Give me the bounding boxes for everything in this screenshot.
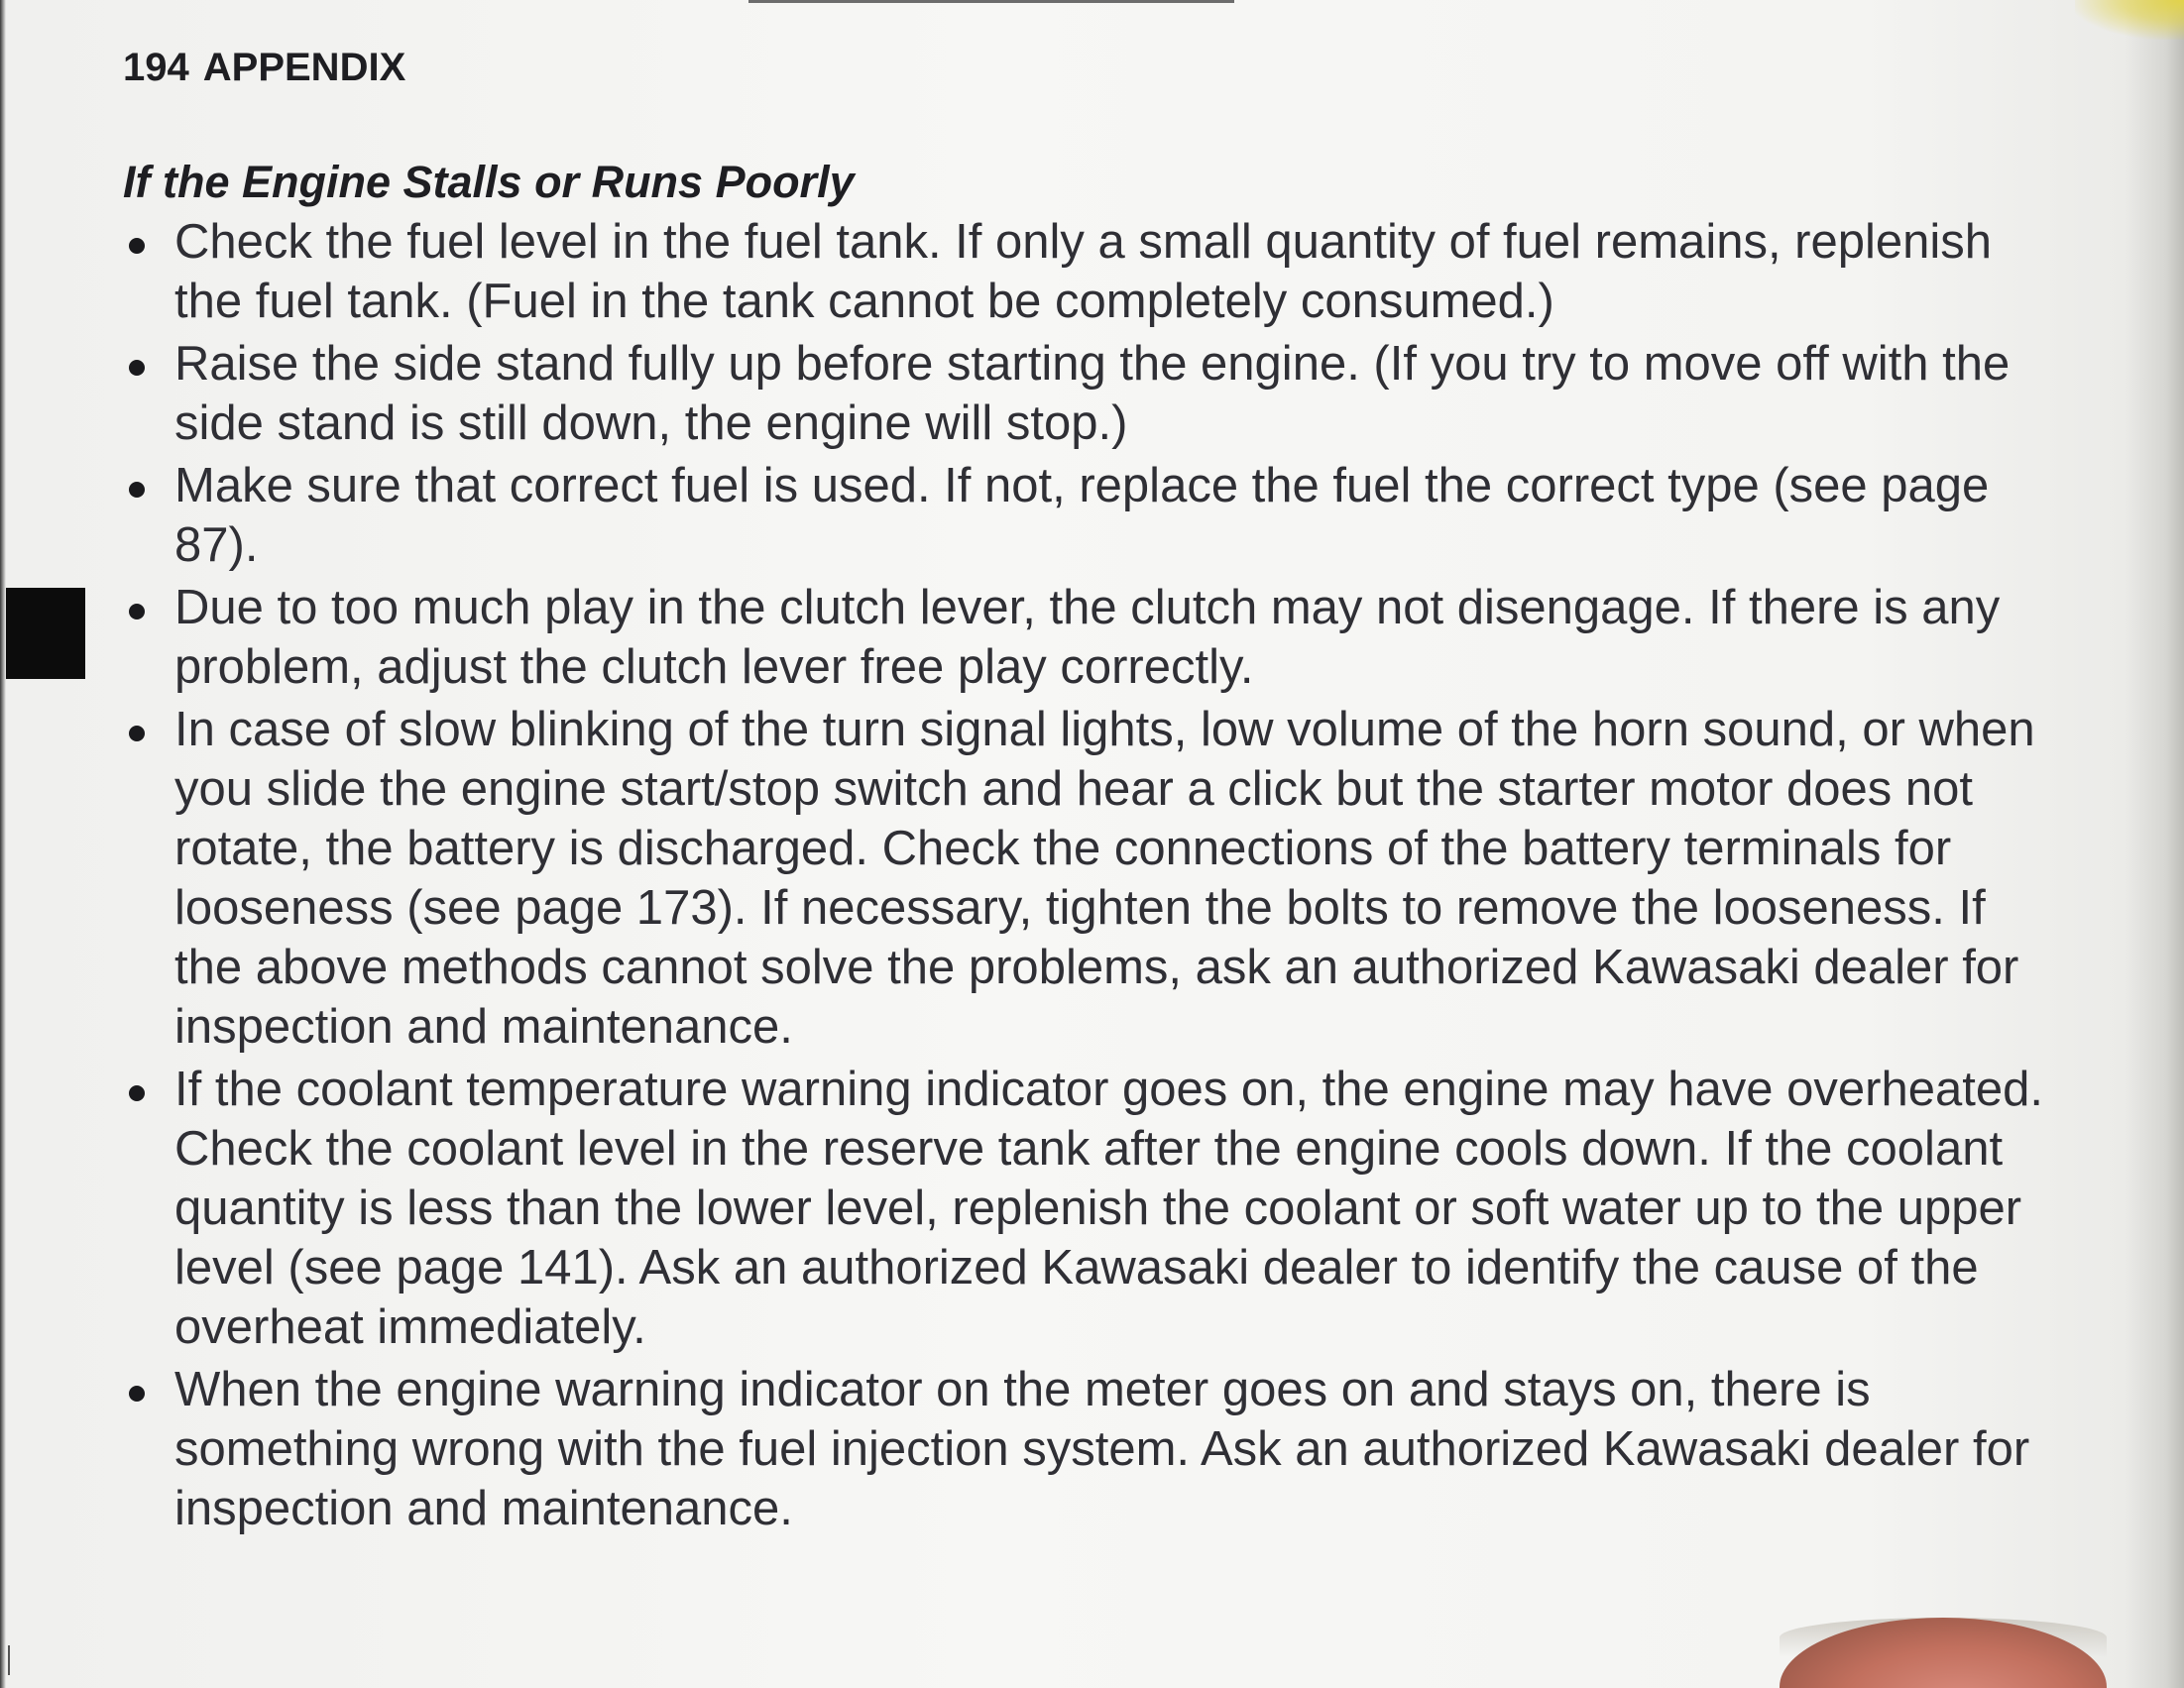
corner-mark xyxy=(8,1645,24,1675)
bullet-icon xyxy=(129,482,145,498)
page-header xyxy=(123,46,405,90)
list-item xyxy=(123,334,2056,453)
bullet-icon xyxy=(129,1386,145,1402)
section-title: If the Engine Stalls or Runs Poorly xyxy=(123,157,855,207)
bullet-icon xyxy=(129,238,145,254)
list-item-text: Make sure that correct fuel is used. If not, replace the fuel the correct type (see page 87). xyxy=(174,459,1990,572)
background-object xyxy=(2075,0,2184,40)
list-item-text: Check the fuel level in the fuel tank. If only a small quantity of fuel remains, replenish the fuel tank. (Fuel in the tank cannot be completely consumed.) xyxy=(174,215,1993,328)
list-item xyxy=(123,456,2056,575)
page-right-edge xyxy=(2125,0,2184,1688)
thumb-index-tab xyxy=(6,588,85,679)
list-item-text: Due to too much play in the clutch lever, the clutch may not disengage. If there is any problem, adjust the clutch lever free play correctly. xyxy=(174,581,2001,694)
list-item xyxy=(123,700,2056,1057)
list-item xyxy=(123,1060,2056,1357)
top-edge-line xyxy=(748,0,1234,3)
page-left-edge xyxy=(0,0,6,1688)
bullet-icon xyxy=(129,726,145,741)
page-number: 194 xyxy=(123,46,189,89)
list-item-text: If the coolant temperature warning indicator goes on, the engine may have overheated. Check the coolant level in the reserve tank after the engine cools down. If the coolant quantity is less than the lower level, replenish the coolant or soft water up to the upper level (see page 141). Ask an authorized Kawasaki dealer to identify the cause of the overheat immediately. xyxy=(174,1063,2043,1354)
section-name: APPENDIX xyxy=(202,46,406,89)
list-item-text: Raise the side stand fully up before starting the engine. (If you try to move off with the side stand is still down, the engine will stop.) xyxy=(174,337,2011,450)
list-item-text: In case of slow blinking of the turn signal lights, low volume of the horn sound, or when you slide the engine start/stop switch and hear a click but the starter motor does not rotate, the battery is discharged. Check the connections of the battery terminals for looseness (see page 173). If necessary, tighten the bolts to remove the looseness. If the above methods cannot solve the problems, ask an authorized Kawasaki dealer for inspection and maintenance. xyxy=(174,703,2035,1054)
list-item xyxy=(123,212,2056,331)
list-item-text: When the engine warning indicator on the meter goes on and stays on, there is something wrong with the fuel injection system. Ask an authorized Kawasaki dealer for inspection and maintenance. xyxy=(174,1363,2030,1535)
bullet-icon xyxy=(129,360,145,376)
bullet-icon xyxy=(129,604,145,619)
bullet-icon xyxy=(129,1085,145,1101)
list-item xyxy=(123,578,2056,697)
troubleshooting-list xyxy=(123,212,2056,1541)
list-item xyxy=(123,1360,2056,1538)
